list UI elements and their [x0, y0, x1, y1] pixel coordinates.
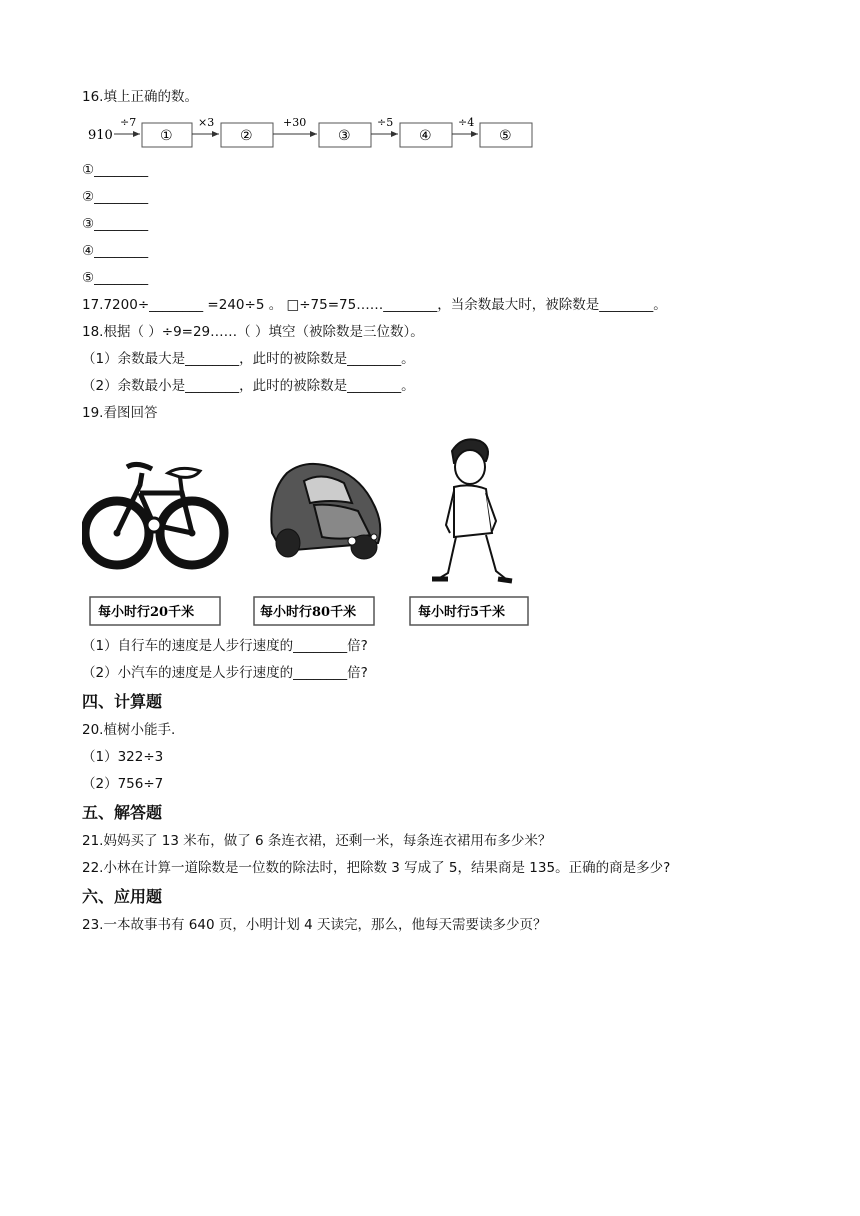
q16-answer-3: ③________	[82, 216, 149, 232]
q16-flow-diagram	[82, 113, 782, 157]
q20-item-1: （1）322÷3	[82, 749, 164, 765]
worksheet-page	[82, 84, 782, 939]
flow-box-label-3: ③	[338, 128, 351, 144]
section-5-heading: 五、解答题	[82, 803, 163, 822]
section-6-heading: 六、应用题	[82, 887, 163, 906]
walk-caption: 每小时行5千米	[418, 605, 506, 620]
flow-box-label-4: ④	[419, 128, 432, 144]
q21-text: 21.妈妈买了 13 米布，做了 6 条连衣裙，还剩一米，每条连衣裙用布多少米？	[82, 833, 552, 849]
flow-op-1: ÷7	[120, 116, 137, 129]
q23-text: 23.一本故事书有 640 页，小明计划 4 天读完，那么，他每天需要读多少页？	[82, 917, 547, 933]
q16-answer-5: ⑤________	[82, 270, 149, 286]
boy-walking-image	[432, 439, 512, 581]
q19-item-1: （1）自行车的速度是人步行速度的________倍?	[82, 638, 368, 654]
car-image	[271, 464, 380, 559]
flow-box-label-5: ⑤	[499, 128, 512, 144]
bicycle-image	[85, 464, 224, 565]
flow-op-3: +30	[283, 116, 307, 129]
flow-op-5: ÷4	[458, 116, 475, 129]
q19-figures	[82, 433, 782, 633]
q18-item-2: （2）余数最小是________，此时的被除数是________。	[82, 378, 415, 394]
q19-illustrations	[82, 433, 542, 633]
q18-item-1: （1）余数最大是________，此时的被除数是________。	[82, 351, 415, 367]
q17-text: 17.7200÷________ =240÷5 。 □÷75=75……________，当余数最大时，被除数是________。	[82, 297, 667, 313]
bicycle-caption: 每小时行20千米	[98, 605, 195, 620]
q19-item-2: （2）小汽车的速度是人步行速度的________倍?	[82, 665, 368, 681]
q16-answer-1: ①________	[82, 162, 149, 178]
q16-title: 16.填上正确的数。	[82, 89, 198, 105]
flow-start: 910	[88, 128, 113, 143]
q20-title: 20.植树小能手.	[82, 722, 176, 738]
q18-title: 18.根据（ ）÷9=29……（ ）填空（被除数是三位数）。	[82, 324, 424, 340]
section-4-heading: 四、计算题	[82, 692, 163, 711]
car-caption: 每小时行80千米	[260, 605, 357, 620]
flow-op-2: ×3	[198, 116, 215, 129]
flow-box-label-1: ①	[160, 128, 173, 144]
flow-box-label-2: ②	[240, 128, 253, 144]
q22-text: 22.小林在计算一道除数是一位数的除法时，把除数 3 写成了 5，结果商是 135。正确的商是多少?	[82, 860, 671, 876]
q19-title: 19.看图回答	[82, 405, 158, 421]
q16-answer-2: ②________	[82, 189, 149, 205]
flow-chain	[82, 113, 542, 157]
q20-item-2: （2）756÷7	[82, 776, 164, 792]
flow-op-4: ÷5	[377, 116, 394, 129]
q16-answer-4: ④________	[82, 243, 149, 259]
